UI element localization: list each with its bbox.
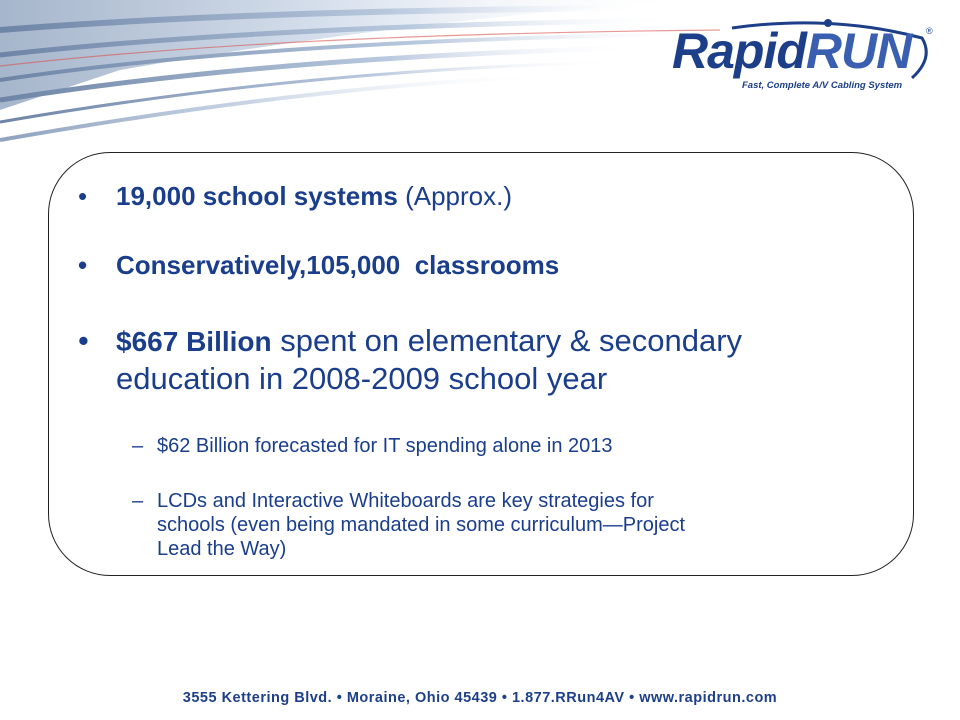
- footer-contact: 3555 Kettering Blvd. • Moraine, Ohio 45439 • 1.877.RRun4AV • www.rapidrun.com: [182, 690, 778, 706]
- sub-bullet-2-line1: LCDs and Interactive Whiteboards are key strategies for: [157, 490, 654, 512]
- sub-bullet-1-text: $62 Billion forecasted for IT spending alone in 2013: [157, 435, 613, 457]
- bullet-marker: •: [78, 250, 88, 280]
- bullet-marker: •: [78, 323, 89, 358]
- bullet-3-line1: spent on elementary & secondary: [271, 323, 743, 358]
- bullet-2-text: Conservatively,105,000 classrooms: [116, 250, 560, 280]
- bullet-1-rest: (Approx.): [397, 181, 512, 211]
- sub-bullet-marker: –: [132, 435, 144, 457]
- bullet-3-bold: $667 Billion: [116, 326, 272, 357]
- logo-trademark: ®: [926, 26, 933, 36]
- sub-bullet-2-line2: schools (even being mandated in some curriculum—Project: [157, 514, 686, 536]
- logo-word-rapid: Rapid: [672, 23, 806, 79]
- bullet-3-line2: education in 2008-2009 school year: [116, 361, 608, 396]
- rapidrun-logo: [672, 18, 942, 98]
- logo-tagline: Fast, Complete A/V Cabling System: [742, 80, 903, 91]
- bullet-1-bold: 19,000 school systems: [116, 181, 398, 211]
- logo-wordmark: [672, 23, 912, 79]
- sub-bullet-2-line3: Lead the Way): [157, 538, 287, 560]
- sub-bullet-marker: –: [132, 490, 144, 512]
- bullet-marker: •: [78, 181, 88, 211]
- logo-word-run: RUN: [805, 23, 912, 79]
